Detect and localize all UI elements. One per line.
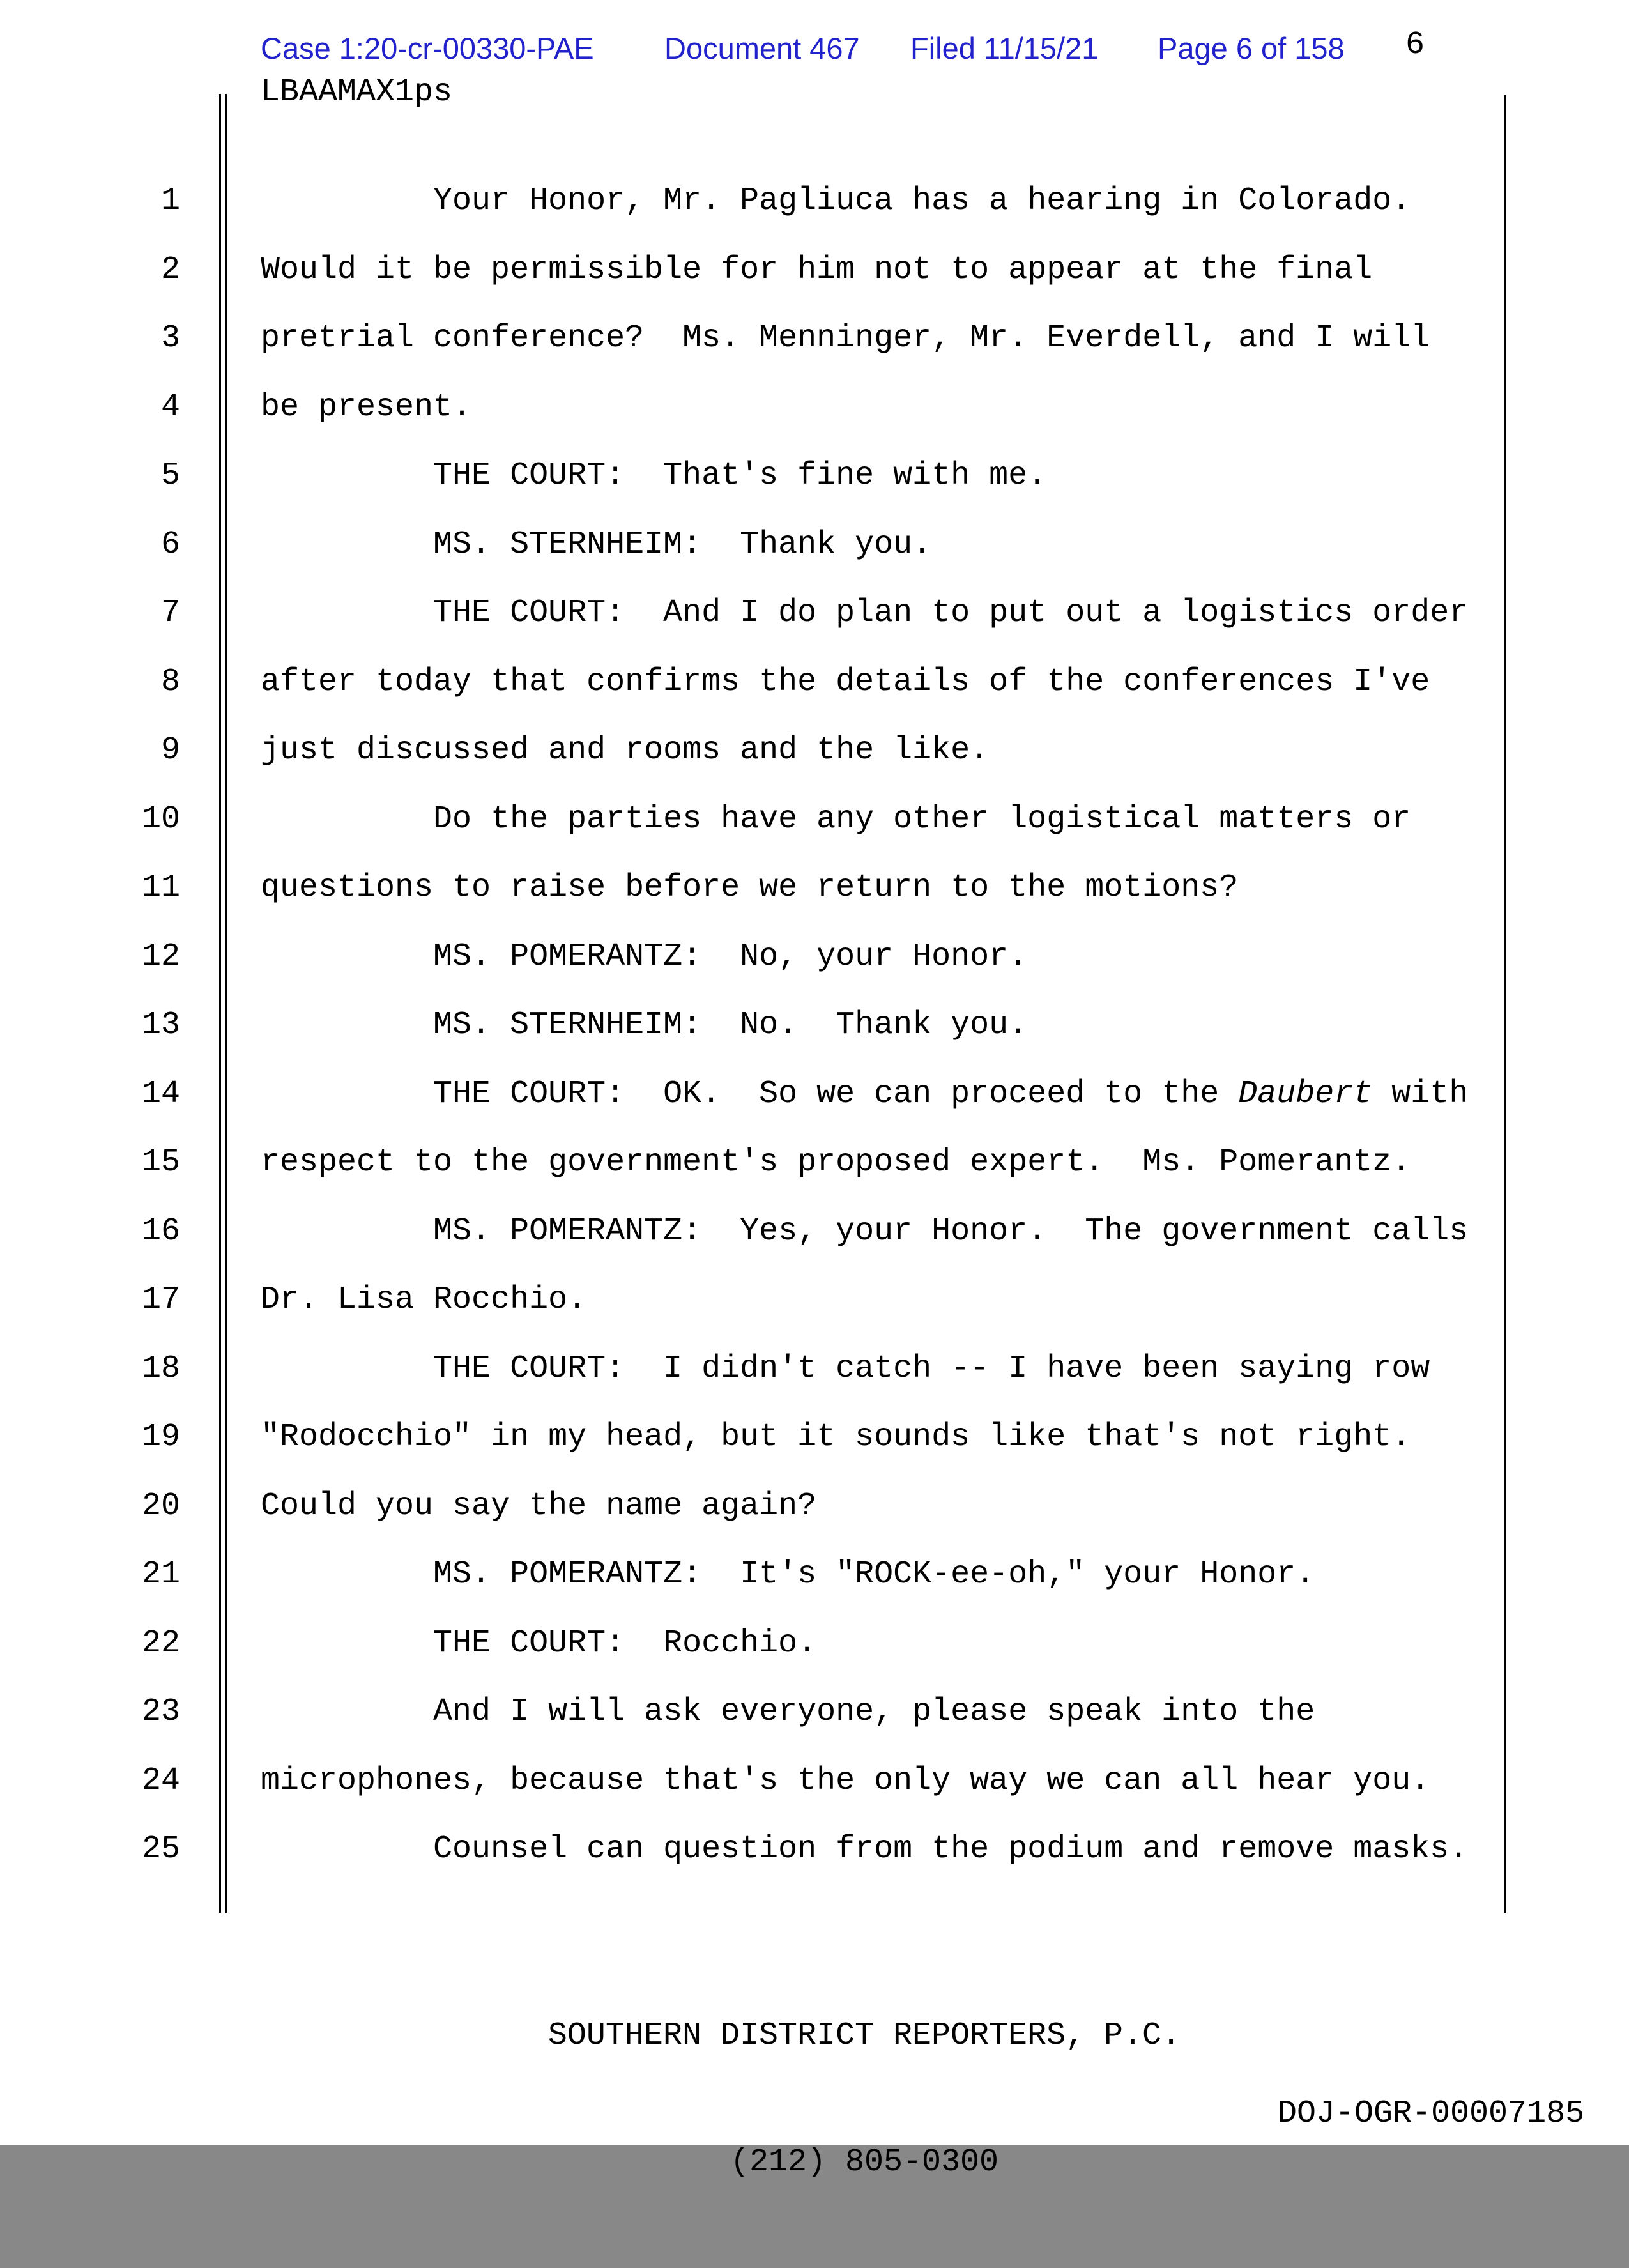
line-number: 15 [141,1144,180,1181]
header-page-of: Page 6 of 158 [1158,31,1345,65]
line-text: MS. POMERANTZ: No, your Honor. [261,938,1028,975]
transcript-line [0,663,1629,735]
header-case-number: Case 1:20-cr-00330-PAE [261,31,594,65]
line-text: MS. STERNHEIM: No. Thank you. [261,1007,1028,1043]
bates-number: DOJ-OGR-00007185 [1278,2096,1585,2132]
transcript-line [0,801,1629,873]
transcript-line [0,1009,1629,1078]
transcript-line [0,597,1629,666]
line-number: 13 [141,1007,180,1043]
line-text: THE COURT: Rocchio. [261,1625,817,1662]
line-text: Your Honor, Mr. Pagliuca has a hearing in Colorado. [261,183,1411,219]
transcript-lines [0,185,1629,1903]
transcript-line [0,1350,1629,1422]
transcript-id: LBAAMAX1ps [261,74,453,111]
line-number: 4 [160,388,180,425]
line-number: 22 [141,1625,180,1662]
line-number: 23 [141,1694,180,1730]
line-text: just discussed and rooms and the like. [261,732,990,769]
transcript-line [0,185,1629,254]
line-text: Dr. Lisa Rocchio. [261,1282,587,1318]
transcript-line [0,388,1629,461]
line-text: "Rodocchio" in my head, but it sounds like that's not right. [261,1419,1411,1455]
line-text: respect to the government's proposed expert. Ms. Pomerantz. [261,1144,1411,1181]
transcript-page-number: 6 [1405,27,1425,63]
line-number: 9 [160,732,180,769]
line-number: 5 [160,457,180,494]
transcript-line [0,526,1629,598]
line-text: THE COURT: OK. So we can proceed to the Daubert with [261,1075,1469,1112]
line-number: 12 [141,938,180,975]
line-text: THE COURT: That's fine with me. [261,457,1047,494]
line-text: MS. STERNHEIM: Thank you. [261,526,932,563]
transcript-line [0,1487,1629,1559]
line-text: be present. [261,388,472,425]
line-text: Counsel can question from the podium and remove masks. [261,1831,1469,1867]
line-text: THE COURT: And I do plan to put out a logistics order [261,595,1469,631]
line-text: Do the parties have any other logistical matters or [261,801,1411,838]
line-number: 2 [160,251,180,288]
transcript-line [0,320,1629,392]
transcript-line [0,1625,1629,1697]
line-number: 14 [141,1075,180,1112]
transcript-line [0,1284,1629,1353]
line-number: 17 [141,1282,180,1318]
line-number: 20 [141,1487,180,1524]
transcript-line [0,1762,1629,1834]
reporter-phone: (212) 805-0300 [730,2144,999,2180]
line-number: 18 [141,1350,180,1387]
transcript-line [0,1075,1629,1147]
transcript-line [0,1696,1629,1765]
line-text: questions to raise before we return to the motions? [261,870,1239,906]
transcript-line [0,1144,1629,1216]
line-text: after today that confirms the details of the conferences I've [261,663,1430,700]
line-text: pretrial conference? Ms. Menninger, Mr. Everdell, and I will [261,320,1430,356]
transcript-line [0,1556,1629,1628]
line-text: microphones, because that's the only way we can all hear you. [261,1762,1430,1799]
transcript-line [0,1421,1629,1490]
transcript-line [0,1213,1629,1285]
transcript-line [0,872,1629,941]
line-number: 25 [141,1831,180,1867]
line-text: MS. POMERANTZ: Yes, your Honor. The government calls [261,1213,1469,1250]
line-text: Could you say the name again? [261,1487,817,1524]
line-number: 3 [160,320,180,356]
line-number: 21 [141,1556,180,1593]
line-number: 6 [160,526,180,563]
line-text: THE COURT: I didn't catch -- I have been saying row [261,1350,1430,1387]
line-number: 16 [141,1213,180,1250]
line-text: Would it be permissible for him not to appear at the final [261,251,1373,288]
header-document-number: Document 467 [664,31,860,65]
header-filed-date: Filed 11/15/21 [910,31,1099,65]
line-text: MS. POMERANTZ: It's "ROCK-ee-oh," your Honor. [261,1556,1315,1593]
transcript-line [0,732,1629,804]
line-number: 8 [160,663,180,700]
line-number: 1 [160,183,180,219]
line-text: And I will ask everyone, please speak into the [261,1694,1315,1730]
transcript-line [0,251,1629,323]
transcript-line [0,1831,1629,1903]
transcript-line [0,457,1629,529]
line-number: 11 [141,870,180,906]
transcript-line [0,938,1629,1010]
line-number: 7 [160,595,180,631]
line-number: 24 [141,1762,180,1799]
line-number: 10 [141,801,180,838]
line-number: 19 [141,1419,180,1455]
reporter-name: SOUTHERN DISTRICT REPORTERS, P.C. [547,2018,1181,2054]
